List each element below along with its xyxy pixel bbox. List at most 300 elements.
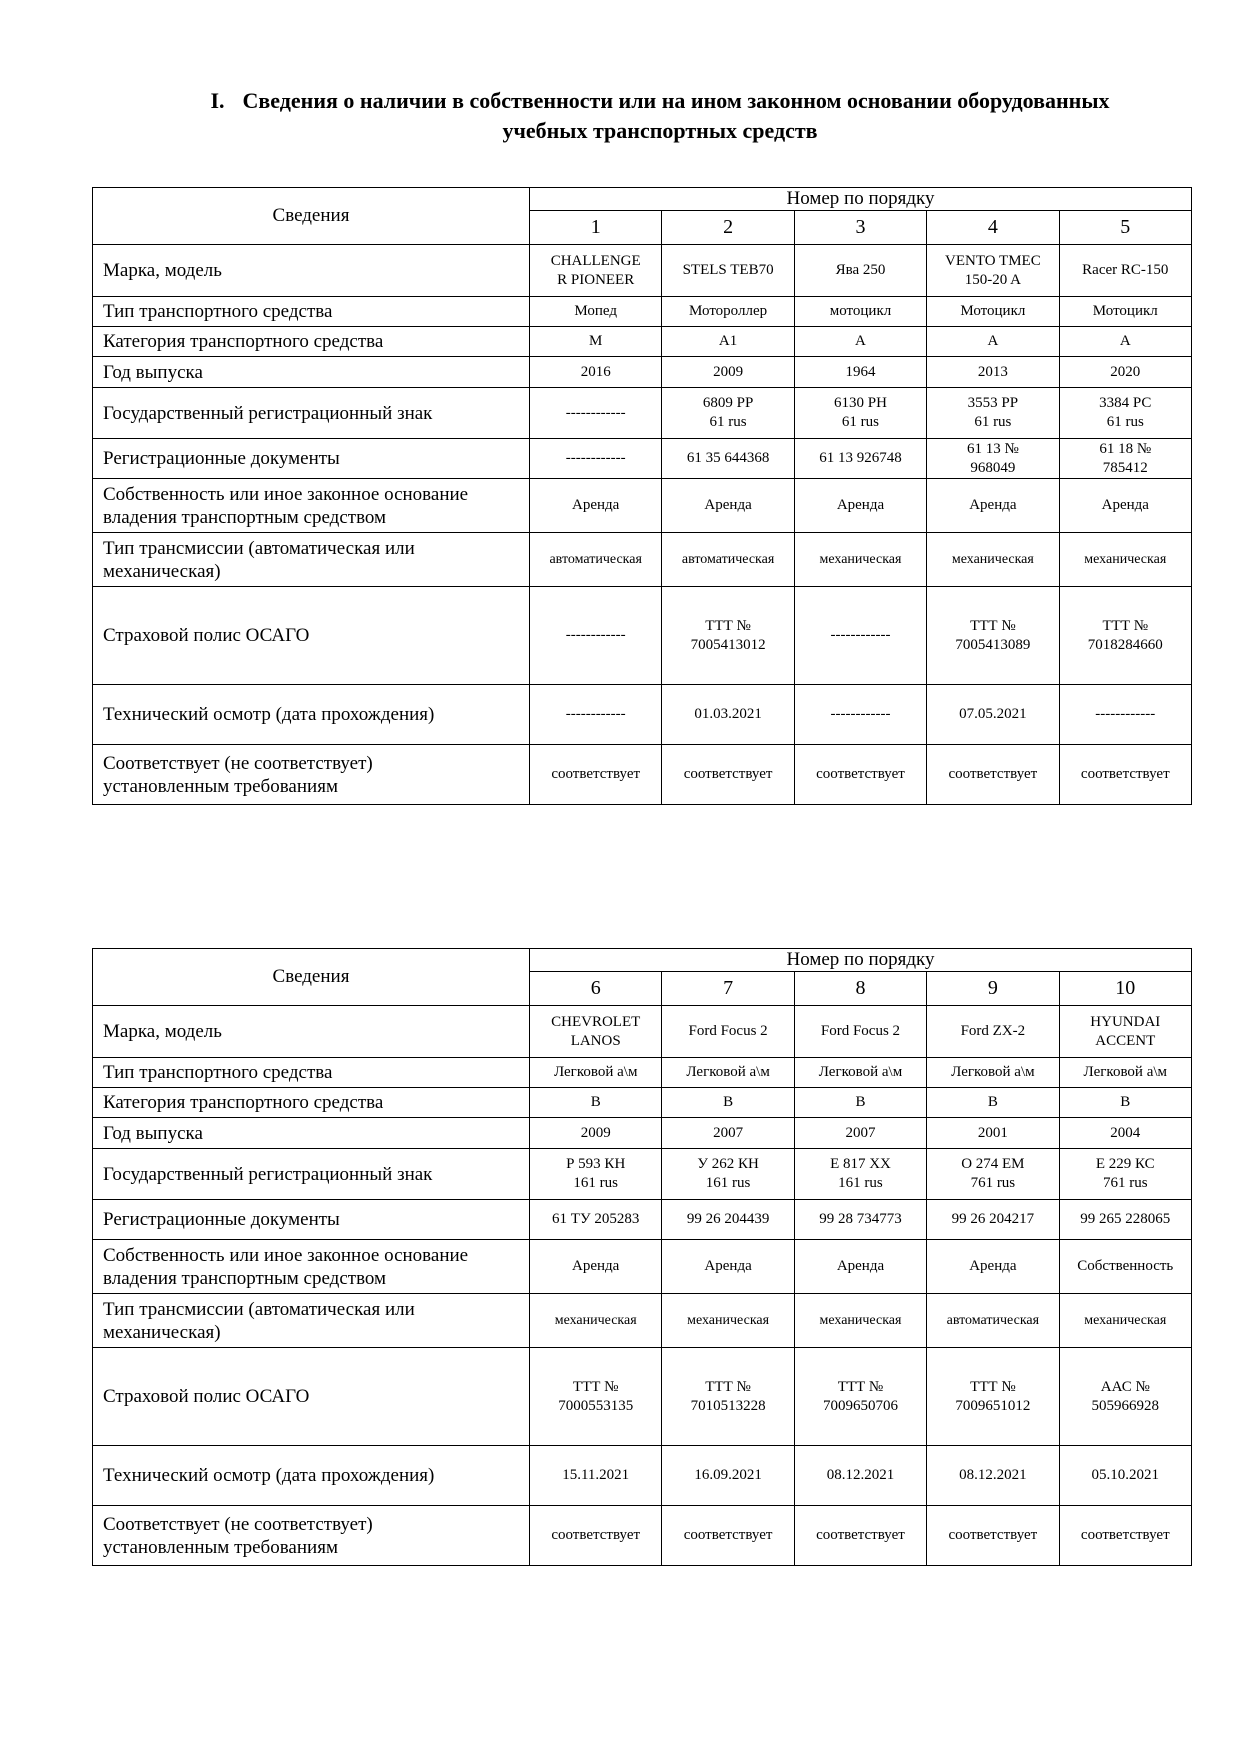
type-value: Легковой а\м [1083, 1064, 1168, 1080]
heading-line-1 [130, 86, 1190, 116]
type-value: Мотоцикл [960, 303, 1026, 319]
ownership-value: Аренда [969, 497, 1017, 513]
vehicle-number-cell: 1 [530, 211, 662, 245]
year-value: 1964 [845, 363, 876, 380]
year-value: 2016 [580, 363, 611, 380]
transmission-row [93, 533, 1192, 587]
row-label-cell [93, 685, 530, 745]
brand-row [93, 1006, 1192, 1058]
category-value: M [589, 333, 603, 349]
docs-cell [927, 1200, 1059, 1240]
ownership-cell [530, 479, 662, 533]
category-cell [794, 1088, 926, 1118]
plate-value: 61 rus [841, 414, 880, 430]
plate-cell [662, 388, 794, 439]
transmission-row [93, 1294, 1192, 1348]
vehicle-number-cell: 10 [1059, 972, 1191, 1006]
inspection-value: 07.05.2021 [959, 706, 1027, 722]
insurance-value: ТТТ № [572, 1378, 619, 1395]
transmission-value: механическая [819, 1313, 902, 1328]
inspection-value: 15.11.2021 [562, 1467, 630, 1483]
docs-value: ------------ [565, 450, 626, 466]
type-cell [794, 1058, 926, 1088]
plate-value: 761 rus [970, 1175, 1016, 1191]
row-label-text: Регистрационные документы [103, 448, 340, 469]
compliance-cell [662, 745, 794, 805]
transmission-value: механическая [951, 552, 1034, 567]
compliance-value: соответствует [816, 1527, 905, 1543]
compliance-cell [1059, 1506, 1191, 1566]
inspection-row [93, 685, 1192, 745]
insurance-cell [530, 587, 662, 685]
compliance-cell [794, 745, 926, 805]
type-value: Легковой а\м [686, 1064, 770, 1080]
info-header-cell: Сведения [93, 188, 530, 245]
category-cell [1059, 327, 1191, 357]
docs-cell [1059, 439, 1191, 479]
plate-cell [662, 1149, 794, 1200]
year-cell [1059, 357, 1191, 388]
brand-value: CHEVROLET [551, 1013, 641, 1030]
brand-cell [662, 245, 794, 297]
brand-row [93, 245, 1192, 297]
docs-value: 99 265 228065 [1080, 1211, 1171, 1227]
brand-value: Ford ZX-2 [960, 1023, 1026, 1039]
category-value: A [1119, 333, 1131, 349]
inspection-cell [794, 685, 926, 745]
vehicle-number-cell: 6 [530, 972, 662, 1006]
insurance-cell [662, 1348, 794, 1446]
brand-cell [1059, 1006, 1191, 1058]
row-label-text: Тип трансмиссии (автоматическая или [103, 537, 415, 559]
plate-value: 61 rus [709, 414, 747, 430]
plate-value: О 274 ЕМ [961, 1156, 1025, 1172]
plate-cell [1059, 388, 1191, 439]
year-value: 2004 [1110, 1124, 1141, 1141]
plate-value: ------------ [565, 404, 626, 421]
docs-value: 785412 [1102, 459, 1148, 476]
insurance-cell [794, 587, 926, 685]
row-label-cell [93, 245, 530, 297]
transmission-value: механическая [687, 1313, 770, 1328]
inspection-row [93, 1446, 1192, 1506]
insurance-value: ------------ [565, 627, 626, 643]
row-label-cell [93, 1118, 530, 1149]
document-heading [130, 86, 1190, 146]
inspection-value: ------------ [830, 706, 891, 722]
row-label-cell [93, 439, 530, 479]
plate-value: Р 593 КН [566, 1156, 626, 1172]
row-label-text: Собственность или иное законное основание [103, 1244, 469, 1266]
compliance-cell [530, 1506, 662, 1566]
row-label-text: Технический осмотр (дата прохождения) [103, 1465, 435, 1486]
insurance-value: 7005413012 [690, 636, 766, 653]
order-header-cell: Номер по порядку [530, 949, 1192, 972]
type-value: Мотороллер [689, 303, 768, 319]
inspection-cell [927, 1446, 1059, 1506]
transmission-cell [530, 533, 662, 587]
inspection-value: 05.10.2021 [1091, 1467, 1160, 1483]
row-label-cell [93, 1058, 530, 1088]
category-cell [927, 327, 1059, 357]
inspection-cell [927, 685, 1059, 745]
ownership-value: Аренда [836, 1258, 885, 1274]
docs-value: 99 28 734773 [819, 1211, 902, 1227]
ownership-cell [794, 1240, 926, 1294]
brand-value: Racer RC-150 [1082, 262, 1169, 278]
plate-value: Е 817 ХХ [830, 1156, 891, 1172]
plate-cell [927, 388, 1059, 439]
compliance-cell [927, 745, 1059, 805]
ownership-value: Аренда [836, 497, 885, 513]
inspection-value: 08.12.2021 [959, 1467, 1027, 1483]
compliance-value: соответствует [683, 766, 773, 782]
docs-row [93, 1200, 1192, 1240]
year-cell [927, 1118, 1059, 1149]
row-label-cell [93, 587, 530, 685]
transmission-cell [662, 533, 794, 587]
compliance-cell [662, 1506, 794, 1566]
row-label-cell [93, 745, 530, 805]
transmission-value: механическая [554, 1313, 637, 1328]
brand-value: LANOS [570, 1032, 621, 1049]
docs-cell [1059, 1200, 1191, 1240]
compliance-value: соответствует [948, 766, 1038, 782]
compliance-cell [1059, 745, 1191, 805]
row-label-text: Марка, модель [103, 1021, 222, 1042]
insurance-value: ААС № [1100, 1378, 1150, 1395]
category-cell [1059, 1088, 1191, 1118]
docs-cell [927, 439, 1059, 479]
ownership-row [93, 1240, 1192, 1294]
brand-cell [662, 1006, 794, 1058]
category-row [93, 327, 1192, 357]
docs-value: 61 13 926748 [819, 450, 902, 466]
row-label-text: установленным требованиям [103, 1536, 338, 1558]
ownership-value: Аренда [704, 497, 752, 513]
insurance-row [93, 587, 1192, 685]
brand-cell [794, 1006, 926, 1058]
type-cell [1059, 297, 1191, 327]
inspection-cell [662, 685, 794, 745]
category-value: A1 [718, 333, 738, 349]
vehicle-number-cell: 7 [662, 972, 794, 1006]
plate-value: 161 rus [838, 1175, 883, 1191]
docs-cell [530, 1200, 662, 1240]
compliance-cell [927, 1506, 1059, 1566]
type-row [93, 1058, 1192, 1088]
brand-value: ACCENT [1095, 1032, 1156, 1049]
brand-value: VENTO TMEC [945, 252, 1041, 269]
row-label-cell [93, 1006, 530, 1058]
row-label-text: Категория транспортного средства [103, 1092, 384, 1113]
category-value: A [987, 333, 999, 349]
category-cell [794, 327, 926, 357]
type-cell [530, 1058, 662, 1088]
year-value: 2020 [1110, 363, 1141, 380]
category-value: B [1120, 1094, 1131, 1110]
row-label-text: Тип транспортного средства [103, 1062, 333, 1083]
type-value: Легковой а\м [818, 1064, 903, 1080]
ownership-cell [530, 1240, 662, 1294]
docs-cell [794, 1200, 926, 1240]
row-label-text: Марка, модель [103, 260, 222, 281]
year-cell [794, 1118, 926, 1149]
row-label-text: Технический осмотр (дата прохождения) [103, 704, 435, 725]
transmission-cell [927, 533, 1059, 587]
vehicle-number-cell: 8 [794, 972, 926, 1006]
row-label-text: владения транспортным средством [103, 506, 387, 528]
row-label-cell [93, 1506, 530, 1566]
docs-cell [530, 439, 662, 479]
year-value: 2009 [713, 363, 744, 380]
docs-value: 61 35 644368 [686, 450, 770, 466]
vehicle-number-cell: 4 [927, 211, 1059, 245]
plate-value: 3553 РР [967, 395, 1019, 411]
brand-value: R PIONEER [557, 271, 635, 288]
docs-value: 61 ТУ 205283 [552, 1211, 640, 1227]
insurance-cell [927, 587, 1059, 685]
insurance-value: 7005413089 [955, 636, 1031, 653]
transmission-cell [1059, 533, 1191, 587]
plate-value: 761 rus [1102, 1175, 1148, 1191]
brand-value: Ford Focus 2 [688, 1023, 768, 1039]
ownership-cell [794, 479, 926, 533]
insurance-value: 7018284660 [1087, 636, 1163, 653]
category-row [93, 1088, 1192, 1118]
year-row [93, 357, 1192, 388]
plate-row [93, 1149, 1192, 1200]
row-label-text: Соответствует (не соответствует) [103, 1513, 373, 1535]
type-cell [662, 1058, 794, 1088]
transmission-value: автоматическая [549, 552, 642, 567]
year-value: 2007 [845, 1124, 876, 1141]
insurance-cell [530, 1348, 662, 1446]
row-label-text: Государственный регистрационный знак [103, 402, 433, 424]
row-label-text: Тип трансмиссии (автоматическая или [103, 1298, 415, 1320]
row-label-text: Страховой полис ОСАГО [103, 625, 310, 646]
plate-cell [1059, 1149, 1191, 1200]
row-label-text: механическая) [103, 560, 221, 582]
year-value: 2009 [580, 1124, 611, 1141]
brand-value: HYUNDAI [1090, 1013, 1161, 1030]
inspection-cell [1059, 685, 1191, 745]
vehicle-number-cell: 2 [662, 211, 794, 245]
type-cell [927, 1058, 1059, 1088]
row-label-text: Год выпуска [103, 1122, 203, 1144]
transmission-cell [927, 1294, 1059, 1348]
ownership-value: Аренда [1101, 497, 1149, 513]
plate-cell [794, 388, 926, 439]
row-label-text: Год выпуска [103, 361, 203, 383]
compliance-row [93, 745, 1192, 805]
transmission-cell [1059, 1294, 1191, 1348]
brand-value: STELS TEB70 [682, 262, 774, 278]
insurance-value: ТТТ № [970, 617, 1016, 634]
row-label-cell [93, 1200, 530, 1240]
row-label-cell [93, 479, 530, 533]
ownership-cell [662, 479, 794, 533]
inspection-cell [794, 1446, 926, 1506]
inspection-value: 16.09.2021 [694, 1467, 762, 1483]
plate-cell [927, 1149, 1059, 1200]
vehicles-table-2 [92, 948, 1192, 1566]
brand-cell [530, 1006, 662, 1058]
inspection-value: ------------ [565, 706, 626, 722]
ownership-value: Аренда [572, 497, 620, 513]
insurance-value: ТТТ № [970, 1378, 1016, 1395]
type-cell [927, 297, 1059, 327]
transmission-cell [794, 1294, 926, 1348]
row-label-cell [93, 1294, 530, 1348]
insurance-cell [1059, 587, 1191, 685]
ownership-cell [927, 479, 1059, 533]
type-cell [530, 297, 662, 327]
plate-value: У 262 КН [697, 1156, 759, 1172]
row-label-text: механическая) [103, 1321, 221, 1343]
order-header-cell: Номер по порядку [530, 188, 1192, 211]
transmission-value: автоматическая [946, 1313, 1040, 1328]
compliance-value: соответствует [1080, 766, 1170, 782]
inspection-cell [530, 685, 662, 745]
compliance-value: соответствует [1080, 1527, 1170, 1543]
category-cell [927, 1088, 1059, 1118]
year-cell [1059, 1118, 1191, 1149]
transmission-value: механическая [1084, 1313, 1167, 1328]
plate-cell [530, 1149, 662, 1200]
heading-text-1: Сведения о наличии в собственности или на ином законном основании оборудованных [242, 88, 1110, 113]
inspection-cell [530, 1446, 662, 1506]
compliance-value: соответствует [551, 1527, 641, 1543]
ownership-value: Собственность [1077, 1258, 1174, 1274]
insurance-cell [927, 1348, 1059, 1446]
compliance-value: соответствует [683, 1527, 773, 1543]
type-value: Легковой а\м [951, 1064, 1035, 1080]
brand-cell [927, 245, 1059, 297]
row-label-text: Категория транспортного средства [103, 331, 384, 352]
compliance-row [93, 1506, 1192, 1566]
compliance-value: соответствует [551, 766, 641, 782]
ownership-value: Аренда [969, 1258, 1017, 1274]
row-label-cell [93, 297, 530, 327]
insurance-value: ТТТ № [705, 617, 751, 634]
inspection-cell [1059, 1446, 1191, 1506]
insurance-value: ------------ [830, 627, 891, 643]
year-value: 2007 [713, 1124, 744, 1141]
row-label-text: Собственность или иное законное основание [103, 483, 469, 505]
row-label-text: установленным требованиям [103, 775, 338, 797]
ownership-row [93, 479, 1192, 533]
year-cell [530, 357, 662, 388]
type-value: Мопед [574, 303, 617, 319]
year-cell [530, 1118, 662, 1149]
type-value: мотоцикл [829, 303, 892, 319]
category-cell [530, 1088, 662, 1118]
inspection-value: 08.12.2021 [826, 1467, 895, 1483]
category-cell [662, 1088, 794, 1118]
brand-cell [927, 1006, 1059, 1058]
header-row [93, 949, 1192, 972]
header-row [93, 188, 1192, 211]
heading-line-2: учебных транспортных средств [502, 118, 818, 143]
docs-cell [662, 439, 794, 479]
category-cell [662, 327, 794, 357]
ownership-value: Аренда [704, 1258, 752, 1274]
transmission-cell [530, 1294, 662, 1348]
brand-value: Ford Focus 2 [820, 1023, 901, 1039]
category-value: B [723, 1094, 734, 1110]
type-cell [662, 297, 794, 327]
plate-value: 61 rus [974, 414, 1012, 430]
docs-cell [662, 1200, 794, 1240]
row-label-text: Тип транспортного средства [103, 301, 333, 322]
inspection-cell [662, 1446, 794, 1506]
ownership-value: Аренда [572, 1258, 620, 1274]
year-cell [662, 357, 794, 388]
docs-value: 968049 [970, 459, 1016, 476]
row-label-text: Регистрационные документы [103, 1209, 340, 1230]
year-cell [794, 357, 926, 388]
transmission-value: автоматическая [681, 552, 775, 567]
row-label-text: Соответствует (не соответствует) [103, 752, 373, 774]
plate-value: 161 rus [573, 1175, 618, 1191]
ownership-cell [1059, 479, 1191, 533]
row-label-cell [93, 1088, 530, 1118]
row-label-text: владения транспортным средством [103, 1267, 387, 1289]
insurance-cell [794, 1348, 926, 1446]
inspection-value: 01.03.2021 [694, 706, 762, 722]
insurance-value: 7009650706 [822, 1397, 898, 1414]
compliance-value: соответствует [816, 766, 905, 782]
insurance-cell [1059, 1348, 1191, 1446]
plate-value: Е 229 КС [1095, 1156, 1155, 1172]
insurance-value: 7010513228 [690, 1397, 766, 1414]
insurance-row [93, 1348, 1192, 1446]
vehicle-number-cell: 3 [794, 211, 926, 245]
row-label-cell [93, 1149, 530, 1200]
row-label-text: Государственный регистрационный знак [103, 1163, 433, 1185]
type-cell [1059, 1058, 1191, 1088]
category-value: B [987, 1094, 998, 1110]
transmission-cell [794, 533, 926, 587]
year-cell [927, 357, 1059, 388]
insurance-value: ТТТ № [705, 1378, 751, 1395]
row-label-cell [93, 533, 530, 587]
plate-value: 161 rus [705, 1175, 751, 1191]
row-label-cell [93, 327, 530, 357]
row-label-text: Страховой полис ОСАГО [103, 1386, 310, 1407]
docs-row [93, 439, 1192, 479]
docs-value: 61 18 № [1099, 440, 1152, 457]
insurance-value: 7000553135 [558, 1397, 634, 1414]
insurance-value: 7009651012 [955, 1397, 1031, 1414]
docs-value: 99 26 204439 [686, 1211, 770, 1227]
category-value: A [855, 333, 866, 349]
year-value: 2001 [977, 1124, 1008, 1141]
brand-cell [530, 245, 662, 297]
vehicles-table-1 [92, 187, 1192, 805]
vehicle-number-cell: 9 [927, 972, 1059, 1006]
transmission-value: механическая [819, 552, 902, 567]
plate-value: 6130 РН [834, 395, 887, 411]
category-value: B [590, 1094, 601, 1110]
plate-value: 6809 РР [702, 395, 754, 411]
ownership-cell [1059, 1240, 1191, 1294]
brand-value: Ява 250 [835, 262, 886, 278]
info-header-cell: Сведения [93, 949, 530, 1006]
plate-row [93, 388, 1192, 439]
type-cell [794, 297, 926, 327]
